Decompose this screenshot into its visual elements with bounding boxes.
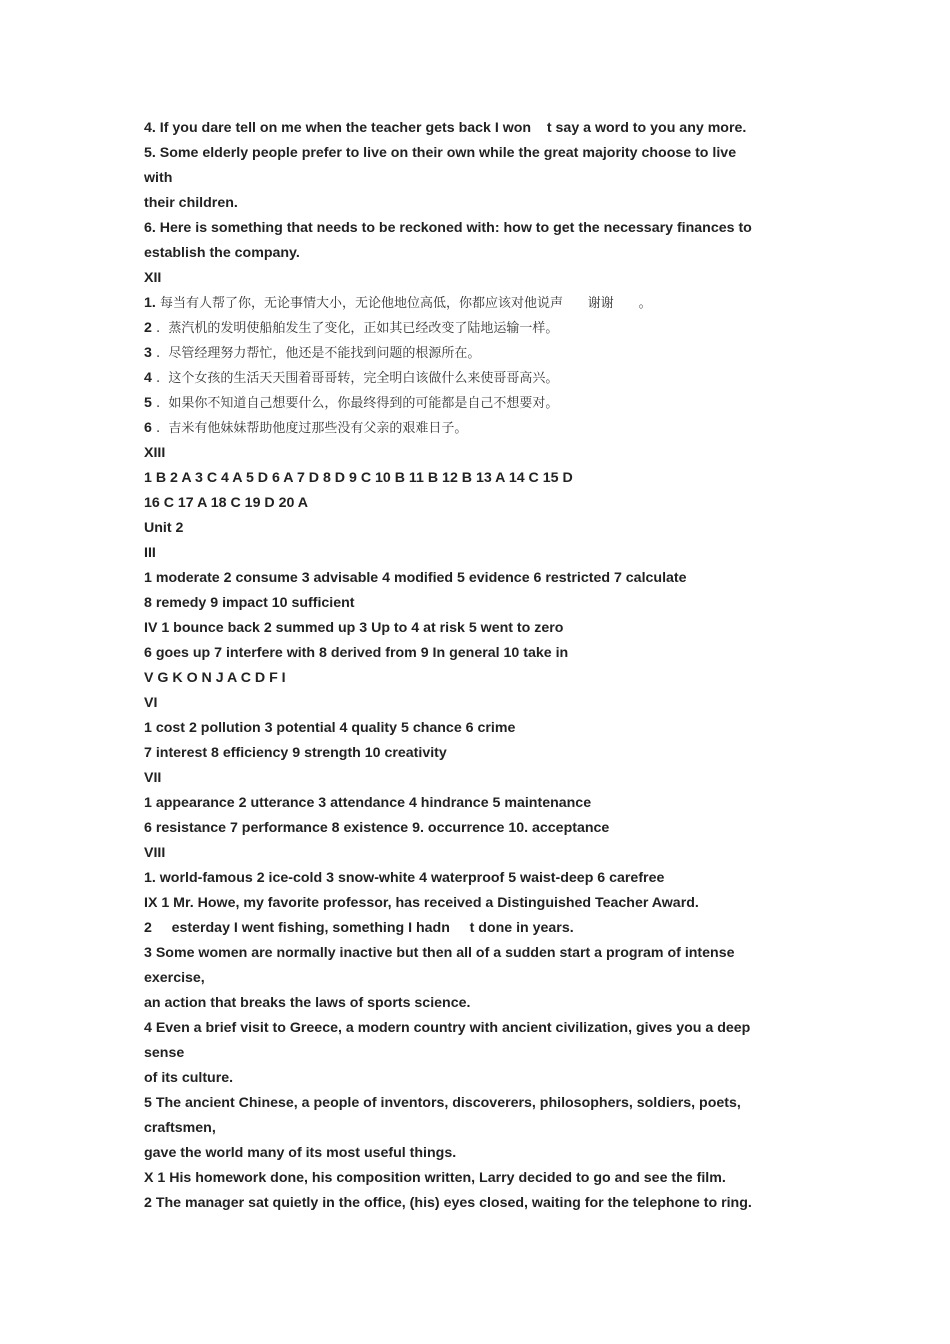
item-number: 1. [144, 295, 156, 311]
text-line: gave the world many of its most useful things. [144, 1145, 457, 1161]
text-line [144, 391, 844, 416]
text-line: their children. [144, 195, 238, 211]
answer-key-text [144, 116, 844, 1216]
item-number: 4 [144, 370, 152, 386]
text-line: 6. Here is something that needs to be reckoned with: how to get the necessary finances to [144, 220, 752, 236]
text-line: 4 Even a brief visit to Greece, a modern country with ancient civilization, gives you a deep [144, 1020, 751, 1036]
text-line [144, 291, 844, 316]
text-line: 6 resistance 7 performance 8 existence 9. occurrence 10. acceptance [144, 820, 610, 836]
text-line [144, 366, 844, 391]
text-line: 1 B 2 A 3 C 4 A 5 D 6 A 7 D 8 D 9 C 10 B 11 B 12 B 13 A 14 C 15 D [144, 470, 573, 486]
text-line: 4. If you dare tell on me when the teacher gets back I won t say a word to you any more. [144, 120, 747, 136]
text-line: of its culture. [144, 1070, 234, 1086]
text-line: 1 cost 2 pollution 3 potential 4 quality 5 chance 6 crime [144, 720, 516, 736]
translation-text: . 尽管经理努力帮忙，他还是不能找到问题的根源所在。 [151, 346, 481, 361]
translation-text: . 如果你不知道自己想要什么，你最终得到的可能都是自己不想要对。 [151, 396, 559, 411]
item-number: 2 [144, 320, 152, 336]
text-line [144, 316, 844, 341]
text-line: IV 1 bounce back 2 summed up 3 Up to 4 at risk 5 went to zero [144, 620, 564, 636]
translation-text: . 这个女孩的生活天天围着哥哥转，完全明白该做什么来使哥哥高兴。 [151, 371, 559, 386]
translation-text: 每当有人帮了你，无论事情大小，无论他地位高低，你都应该对他说声 谢谢 。 [155, 296, 652, 311]
text-line: Unit 2 [144, 520, 184, 536]
text-line: an action that breaks the laws of sports science. [144, 995, 471, 1011]
translation-text: . 蒸汽机的发明使船舶发生了变化，正如其已经改变了陆地运输一样。 [151, 321, 559, 336]
text-line: 3 Some women are normally inactive but then all of a sudden start a program of intense [144, 945, 735, 961]
text-line: 5 The ancient Chinese, a people of inventors, discoverers, philosophers, soldiers, poets, [144, 1095, 741, 1111]
text-line: X 1 His homework done, his composition written, Larry decided to go and see the film. [144, 1170, 726, 1186]
text-line: VIII [144, 845, 166, 861]
text-line: 2 The manager sat quietly in the office, (his) eyes closed, waiting for the telephone to ring. [144, 1195, 752, 1211]
text-line [144, 341, 844, 366]
item-number: 5 [144, 395, 152, 411]
text-line: XIII [144, 445, 166, 461]
text-line: exercise, [144, 970, 205, 986]
document-page [144, 116, 844, 1216]
text-line: sense [144, 1045, 185, 1061]
item-number: 3 [144, 345, 152, 361]
text-line: 1. world-famous 2 ice-cold 3 snow-white 4 waterproof 5 waist-deep 6 carefree [144, 870, 665, 886]
text-line: III [144, 545, 156, 561]
text-line: 2 esterday I went fishing, something I hadn t done in years. [144, 920, 574, 936]
text-line: 1 moderate 2 consume 3 advisable 4 modified 5 evidence 6 restricted 7 calculate [144, 570, 687, 586]
text-line: with [144, 170, 173, 186]
text-line: 1 appearance 2 utterance 3 attendance 4 hindrance 5 maintenance [144, 795, 592, 811]
text-line: IX 1 Mr. Howe, my favorite professor, has received a Distinguished Teacher Award. [144, 895, 699, 911]
text-line: V G K O N J A C D F I [144, 670, 286, 686]
translation-text: . 吉米有他妹妹帮助他度过那些没有父亲的艰难日子。 [151, 421, 468, 436]
text-line: VI [144, 695, 158, 711]
item-number: 6 [144, 420, 152, 436]
text-line: 5. Some elderly people prefer to live on their own while the great majority choose to live [144, 145, 737, 161]
text-line: XII [144, 270, 162, 286]
text-line: 16 C 17 A 18 C 19 D 20 A [144, 495, 309, 511]
text-line: 7 interest 8 efficiency 9 strength 10 creativity [144, 745, 447, 761]
text-line: VII [144, 770, 162, 786]
text-line: craftsmen, [144, 1120, 216, 1136]
text-line: 6 goes up 7 interfere with 8 derived from 9 In general 10 take in [144, 645, 569, 661]
text-line: establish the company. [144, 245, 300, 261]
text-line [144, 416, 844, 441]
text-line: 8 remedy 9 impact 10 sufficient [144, 595, 355, 611]
